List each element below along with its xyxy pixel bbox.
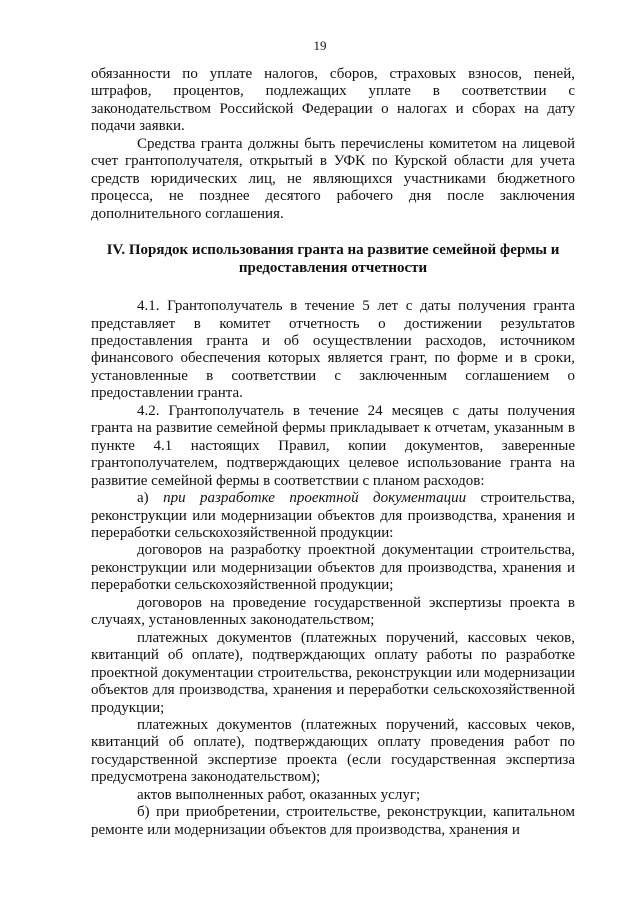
item-a-italic: при разработке проектной документации xyxy=(163,490,467,507)
paragraph-grant-transfer: Средства гранта должны быть перечислены комитетом на лицевой счет грантополучателя, открытый в УФК по Курской области для учета средств юридических лиц, не являющихся участниками бюджетного процесса, не позднее десятого рабочего дня после заключения дополнительного соглашения. xyxy=(91,135,575,222)
document-body xyxy=(91,66,575,839)
section-heading: IV. Порядок использования гранта на развитие семейной фермы и предоставления отчетности xyxy=(106,242,560,277)
item-a-rest: строительства, реконструкции или модернизации объектов для производства, хранения и переработки сельскохозяйственной продукции: xyxy=(91,490,576,541)
item-a xyxy=(91,490,575,542)
paragraph-tax-obligations: обязанности по уплате налогов, сборов, страховых взносов, пеней, штрафов, процентов, подлежащих уплате в соответствии с законодательством Российской Федерации о налогах и сборах на дату подачи заявки. xyxy=(91,66,575,135)
paragraph-4-1: 4.1. Грантополучатель в течение 5 лет с даты получения гранта представляет в комитет отчетность о достижении результатов предоставления гранта и об осуществлении расходов, источником финансового обеспечения которых является грант, по форме и в сроки, установленные в соответствии с заключенным соглашением о предоставлении гранта. xyxy=(91,298,575,402)
item-a-document-1: договоров на разработку проектной документации строительства, реконструкции или модернизации объектов для производства, хранения и переработки сельскохозяйственной продукции; xyxy=(91,542,575,594)
item-a-marker: а) xyxy=(137,490,149,507)
item-b: б) при приобретении, строительстве, реконструкции, капитальном ремонте или модернизации объектов для производства, хранения и xyxy=(91,804,575,838)
paragraph-4-2: 4.2. Грантополучатель в течение 24 месяцев с даты получения гранта на развитие семейной фермы прикладывает к отчетам, указанным в пункте 4.1 настоящих Правил, копии документов, заверенные грантополучателем, подтверждающих целевое использование гранта на развитие семейной фермы в соответствии с планом расходов: xyxy=(91,402,575,489)
page-number: 19 xyxy=(313,38,327,53)
item-a-document-3: платежных документов (платежных поручений, кассовых чеков, квитанций об оплате), подтверждающих оплату работы по разработке проектной документации строительства, реконструкции или модернизации объектов для производства, хранения и переработки сельскохозяйственной продукции; xyxy=(91,629,575,716)
item-a-document-4: платежных документов (платежных поручений, кассовых чеков, квитанций об оплате), подтверждающих оплату проведения работ по государственной экспертизе проекта (если государственная экспертиза предусмотрена законодательством); xyxy=(91,716,575,786)
item-a-document-5: актов выполненных работ, оказанных услуг; xyxy=(137,786,421,803)
item-a-document-2: договоров на проведение государственной экспертизы проекта в случаях, установленных законодательством; xyxy=(91,594,575,629)
